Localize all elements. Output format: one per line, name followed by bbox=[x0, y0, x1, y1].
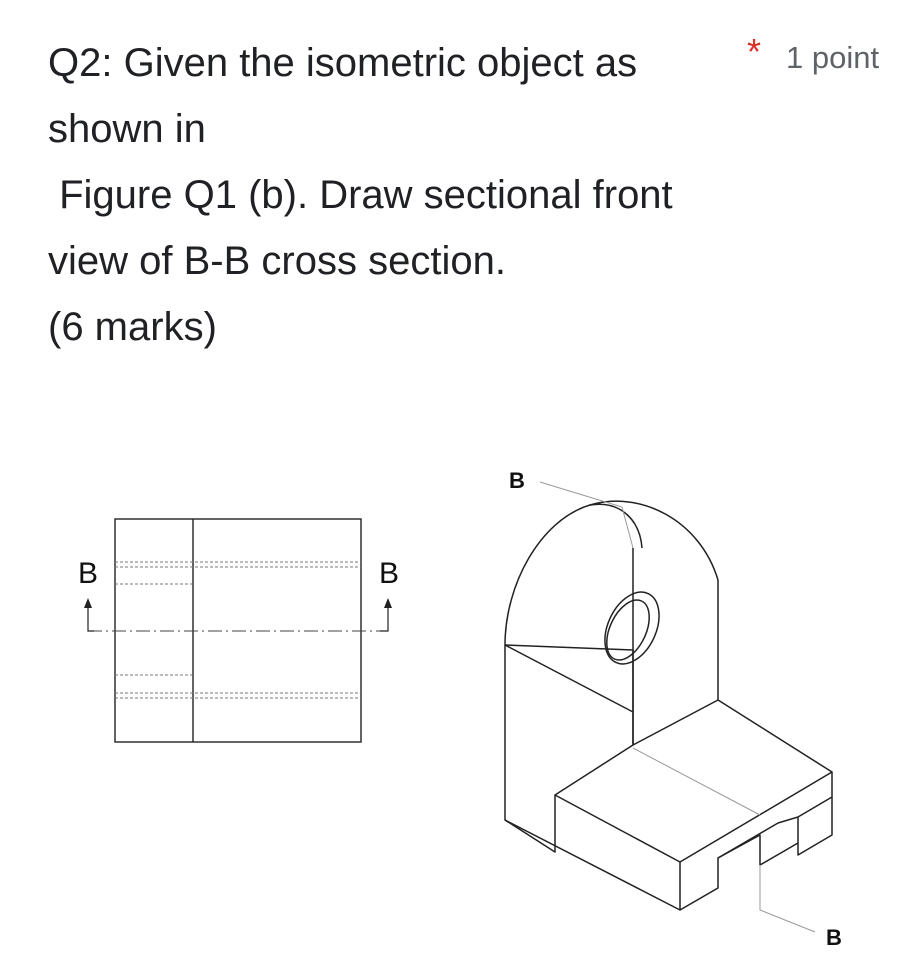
plan-view bbox=[84, 519, 392, 742]
question-line-3: Figure Q1 (b). Draw sectional front bbox=[48, 173, 673, 217]
upright-arch-front bbox=[505, 504, 642, 645]
question-line-5: (6 marks) bbox=[48, 305, 217, 349]
upright-front-edge bbox=[505, 645, 633, 852]
iso-label-bottom: B bbox=[826, 925, 842, 950]
left-arrowhead bbox=[84, 598, 92, 608]
iso-label-top: B bbox=[509, 468, 525, 493]
question-line-2: shown in bbox=[48, 107, 206, 151]
required-asterisk: * bbox=[747, 31, 762, 72]
hole-inner bbox=[598, 593, 658, 666]
base-right-face bbox=[798, 797, 832, 855]
plan-label-right: B bbox=[379, 557, 400, 590]
upright-front-face bbox=[505, 645, 633, 745]
base-slot-profile bbox=[680, 772, 832, 910]
points-label: 1 point bbox=[786, 40, 880, 75]
left-section-arrow bbox=[88, 606, 94, 631]
right-arrowhead bbox=[384, 598, 392, 608]
upright-arch-back bbox=[590, 501, 718, 580]
isometric-view bbox=[505, 501, 832, 910]
base-top-face bbox=[555, 700, 832, 862]
slot-inner-edge bbox=[718, 817, 798, 858]
hidden-lines bbox=[115, 562, 361, 698]
drawing-canvas bbox=[0, 440, 918, 977]
figure-q1b bbox=[0, 440, 918, 977]
iso-cutting-plane bbox=[540, 482, 815, 932]
question-line-4: view of B-B cross section. bbox=[48, 239, 506, 283]
question-title bbox=[48, 30, 738, 360]
hole-outer bbox=[594, 583, 670, 672]
right-section-arrow bbox=[380, 606, 388, 631]
base-front-face bbox=[505, 820, 680, 910]
question-line-1: Q2: Given the isometric object as bbox=[48, 41, 638, 85]
plan-label-left: B bbox=[78, 557, 99, 590]
